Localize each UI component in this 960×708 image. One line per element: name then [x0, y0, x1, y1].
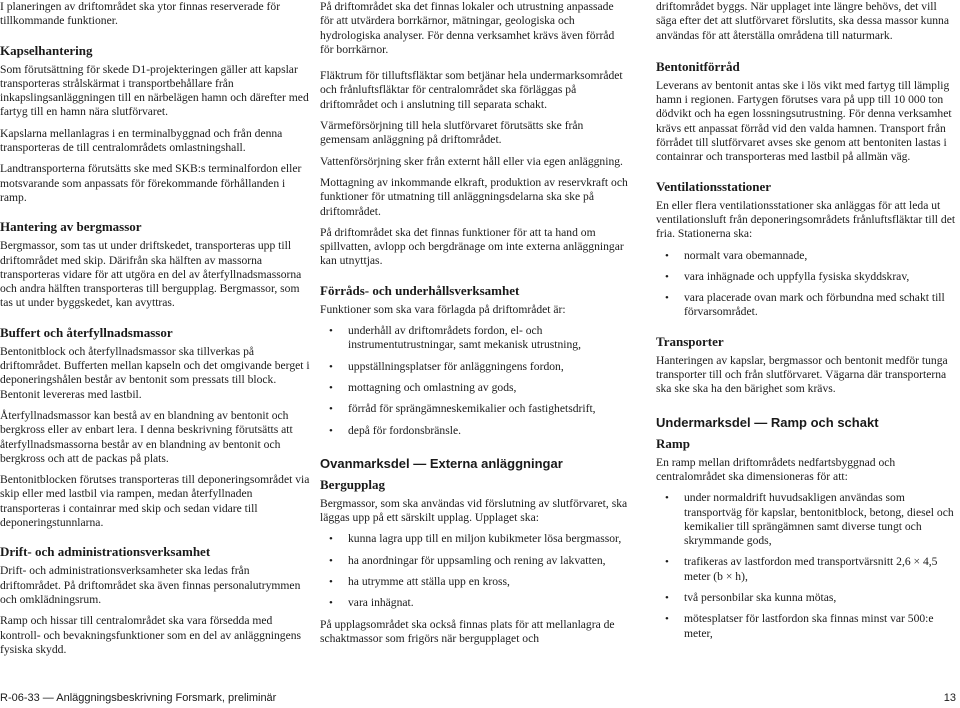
- paragraph: På driftområdet ska det finnas lokaler och utrustning anpassade för att utvärdera borrkärnor, mätningar, geologiska och hydrologiska analyser. För denna verksamhet krävs även förråd för borrkärnor.: [320, 0, 615, 56]
- column-left: [0, 0, 312, 664]
- list-item: • två personbilar ska kunna mötas,: [665, 591, 837, 605]
- paragraph: Bergmassor, som tas ut under driftskedet, transporteras upp till driftområdet med skip. Därifrån ska hälften av massorna transporteras vidare för att utgöra en del av återfyllnadsmassorna och andra hälften transporteras till bergupplag. Bergmassor, som tas ut under byggskedet, kan avyttras.: [0, 239, 302, 310]
- heading-bergupplag: Bergupplag: [320, 476, 386, 492]
- paragraph: Fläktrum för tilluftsfläktar som betjänar hela undermarksområdet och frånluftsfläktar för centralområdet ska förläggas på driftområdet och i anslutning till separata schakt.: [320, 69, 623, 111]
- heading-ramp: Ramp: [656, 435, 690, 451]
- list-item: • vara placerade ovan mark och förbundna med schakt till förvarsområdet.: [665, 291, 945, 319]
- heading-bergmassor: Hantering av bergmassor: [0, 219, 142, 235]
- paragraph: Drift- och administrationsverksamheter ska ledas från driftområdet. På driftområdet ska även finnas personalutrymmen och omklädningsrum.: [0, 564, 301, 606]
- column-right: [656, 0, 956, 648]
- page-footer: [0, 691, 960, 705]
- paragraph: Funktioner som ska vara förlagda på driftområdet är:: [320, 302, 566, 316]
- part-heading-undermarksdel: Undermarksdel — Ramp och schakt: [656, 414, 879, 430]
- heading-buffert: Buffert och återfyllnadsmassor: [0, 324, 173, 340]
- list-item: • förråd för sprängämneskemikalier och fastighetsdrift,: [329, 402, 596, 416]
- part-heading-ovanmarksdel: Ovanmarksdel — Externa anläggningar: [320, 455, 563, 471]
- paragraph: Vattenförsörjning sker från externt håll eller via egen anläggning.: [320, 154, 623, 168]
- list-item: • mötesplatser för lastfordon ska finnas minst var 500:e meter,: [665, 612, 934, 640]
- list-item: • uppställningsplatser för anläggningens fordon,: [329, 359, 564, 373]
- paragraph: Leverans av bentonit antas ske i lös vikt med fartyg till lämplig hamn i regionen. Fartygen förutses vara på upp till 10 000 ton dödvikt och ha egen lossningsutrustning. För denna verksamhet krävs ett anpassat förråd vid den valda hamnen. Transport från förrådet till slutförvaret avses ske genom att bentoniten lastas i containrar och transporteras med lastbil på allmän väg.: [656, 78, 952, 164]
- paragraph: Kapslarna mellanlagras i en terminalbyggnad och från denna transporteras de till centralområdets omlastningshall.: [0, 126, 283, 155]
- paragraph: En ramp mellan driftområdets nedfartsbyggnad och centralområdet ska dimensioneras för att:: [656, 455, 896, 483]
- bullet-list: [320, 324, 628, 438]
- heading-kapselhantering: Kapselhantering: [0, 42, 93, 58]
- list-item: • vara inhägnat.: [329, 596, 414, 610]
- heading-forrad-underhall: Förråds- och underhållsverksamhet: [320, 282, 520, 298]
- heading-ventilationsstationer: Ventilationsstationer: [656, 178, 772, 194]
- heading-transporter: Transporter: [656, 333, 724, 349]
- list-item: • depå för fordonsbränsle.: [329, 423, 461, 437]
- paragraph: En eller flera ventilationsstationer ska anläggas för att leda ut ventilationsluft från deponeringsområdets frånluftsfläktar till det fria. Stationerna ska:: [656, 198, 956, 241]
- page-number: 13: [943, 692, 956, 704]
- paragraph: driftområdet byggs. När upplaget inte längre behövs, det vill säga efter det att slutförvaret förslutits, ska dessa massor kunna användas för att återställa områdena till naturmark.: [656, 0, 949, 42]
- list-item: • mottagning och omlastning av gods,: [329, 380, 517, 394]
- list-item: • ha anordningar för uppsamling och rening av lakvatten,: [329, 553, 606, 567]
- bullet-list: [656, 491, 956, 641]
- list-item: • trafikeras av lastfordon med transportvärsnitt 2,6 × 4,5 meter (b × h),: [665, 555, 938, 583]
- paragraph: Ramp och hissar till centralområdet ska vara försedda med kontroll- och bevakningsfunktioner som en del av anläggningens fysiska skydd.: [0, 614, 302, 656]
- paragraph: På upplagsområdet ska också finnas plats för att mellanlagra de schaktmassor som frigörs när bergupplaget och: [320, 617, 615, 645]
- paragraph: Bentonitblocken förutses transporteras till deponeringsområdet via skip eller med lastbil via rampen, medan återfyllnaden transporteras i containrar med skip och sedan vidare till deponeringstunnlarna.: [0, 473, 310, 530]
- bullet-list: [656, 249, 956, 320]
- bullet-list: [320, 532, 628, 610]
- list-item: • underhåll av driftområdets fordon, el- och instrumentutrustningar, samt mekanisk utrustning,: [329, 324, 581, 352]
- list-item: • vara inhägnade och uppfylla fysiska skyddskrav,: [665, 269, 910, 283]
- column-middle: [320, 0, 628, 653]
- paragraph: På driftområdet ska det finnas funktioner för att ta hand om spillvatten, avlopp och bergdränage om inte externa anläggningar kan utnyttjas.: [320, 225, 624, 268]
- paragraph: Hanteringen av kapslar, bergmassor och bentonit medför tunga transporter till och från slutförvaret. Vägarna där transporterna ska ske ska ha den bärighet som krävs.: [656, 353, 948, 396]
- footer-document-title: R-06-33 — Anläggningsbeskrivning Forsmark, preliminär: [0, 692, 277, 704]
- paragraph: Landtransporterna förutsätts ske med SKB:s terminalfordon eller motsvarande som anpassats för förekommande förhållanden i ramp.: [0, 162, 302, 204]
- paragraph: Bergmassor, som ska användas vid förslutning av slutförvaret, ska läggas upp på ett särskilt upplag. Upplaget ska:: [320, 496, 628, 525]
- paragraph: Som förutsättning för skede D1-projekteringen gäller att kapslar transporteras strålskärmat i transportbehållare från inkapslingsanläggningen till en närbelägen hamn och därefter med fartyg till en hamn nära slutförvaret.: [0, 62, 309, 119]
- heading-bentonitforrad: Bentonitförråd: [656, 58, 740, 74]
- paragraph: Återfyllnadsmassor kan bestå av en blandning av bentonit och bergkross eller av enbart lera. I denna beskrivning förutsätts att återfyllnadsmassorna består av en blandning av bentonit och bergkross och att de packas på plats.: [0, 408, 293, 465]
- list-item: • normalt vara obemannade,: [665, 248, 808, 262]
- intro-paragraph: I planeringen av driftområdet ska ytor finnas reserverade för tillkommande funktioner.: [0, 0, 281, 28]
- list-item: • ha utrymme att ställa upp en kross,: [329, 575, 510, 589]
- heading-drift-administration: Drift- och administrationsverksamhet: [0, 544, 211, 560]
- paragraph: Värmeförsörjning till hela slutförvaret förutsätts ske från gemensam anläggning på driftområdet.: [320, 119, 584, 147]
- paragraph: Mottagning av inkommande elkraft, produktion av reservkraft och funktioner för utmatning till anläggningsdelarna ska ske på driftområdet.: [320, 175, 628, 218]
- list-item: • under normaldrift huvudsakligen användas som transportväg för kapslar, bentonitblock, betong, diesel och kemikalier till sprängämnen samt diverse tungt och skrymmande gods,: [665, 491, 954, 548]
- paragraph: Bentonitblock och återfyllnadsmassor ska tillverkas på driftområdet. Bufferten mellan kapseln och det omgivande berget i deponeringshålen består av bentonit som pressats till block. Bentonit levereras med lastbil.: [0, 344, 310, 401]
- list-item: • kunna lagra upp till en miljon kubikmeter lösa bergmassor,: [329, 532, 622, 546]
